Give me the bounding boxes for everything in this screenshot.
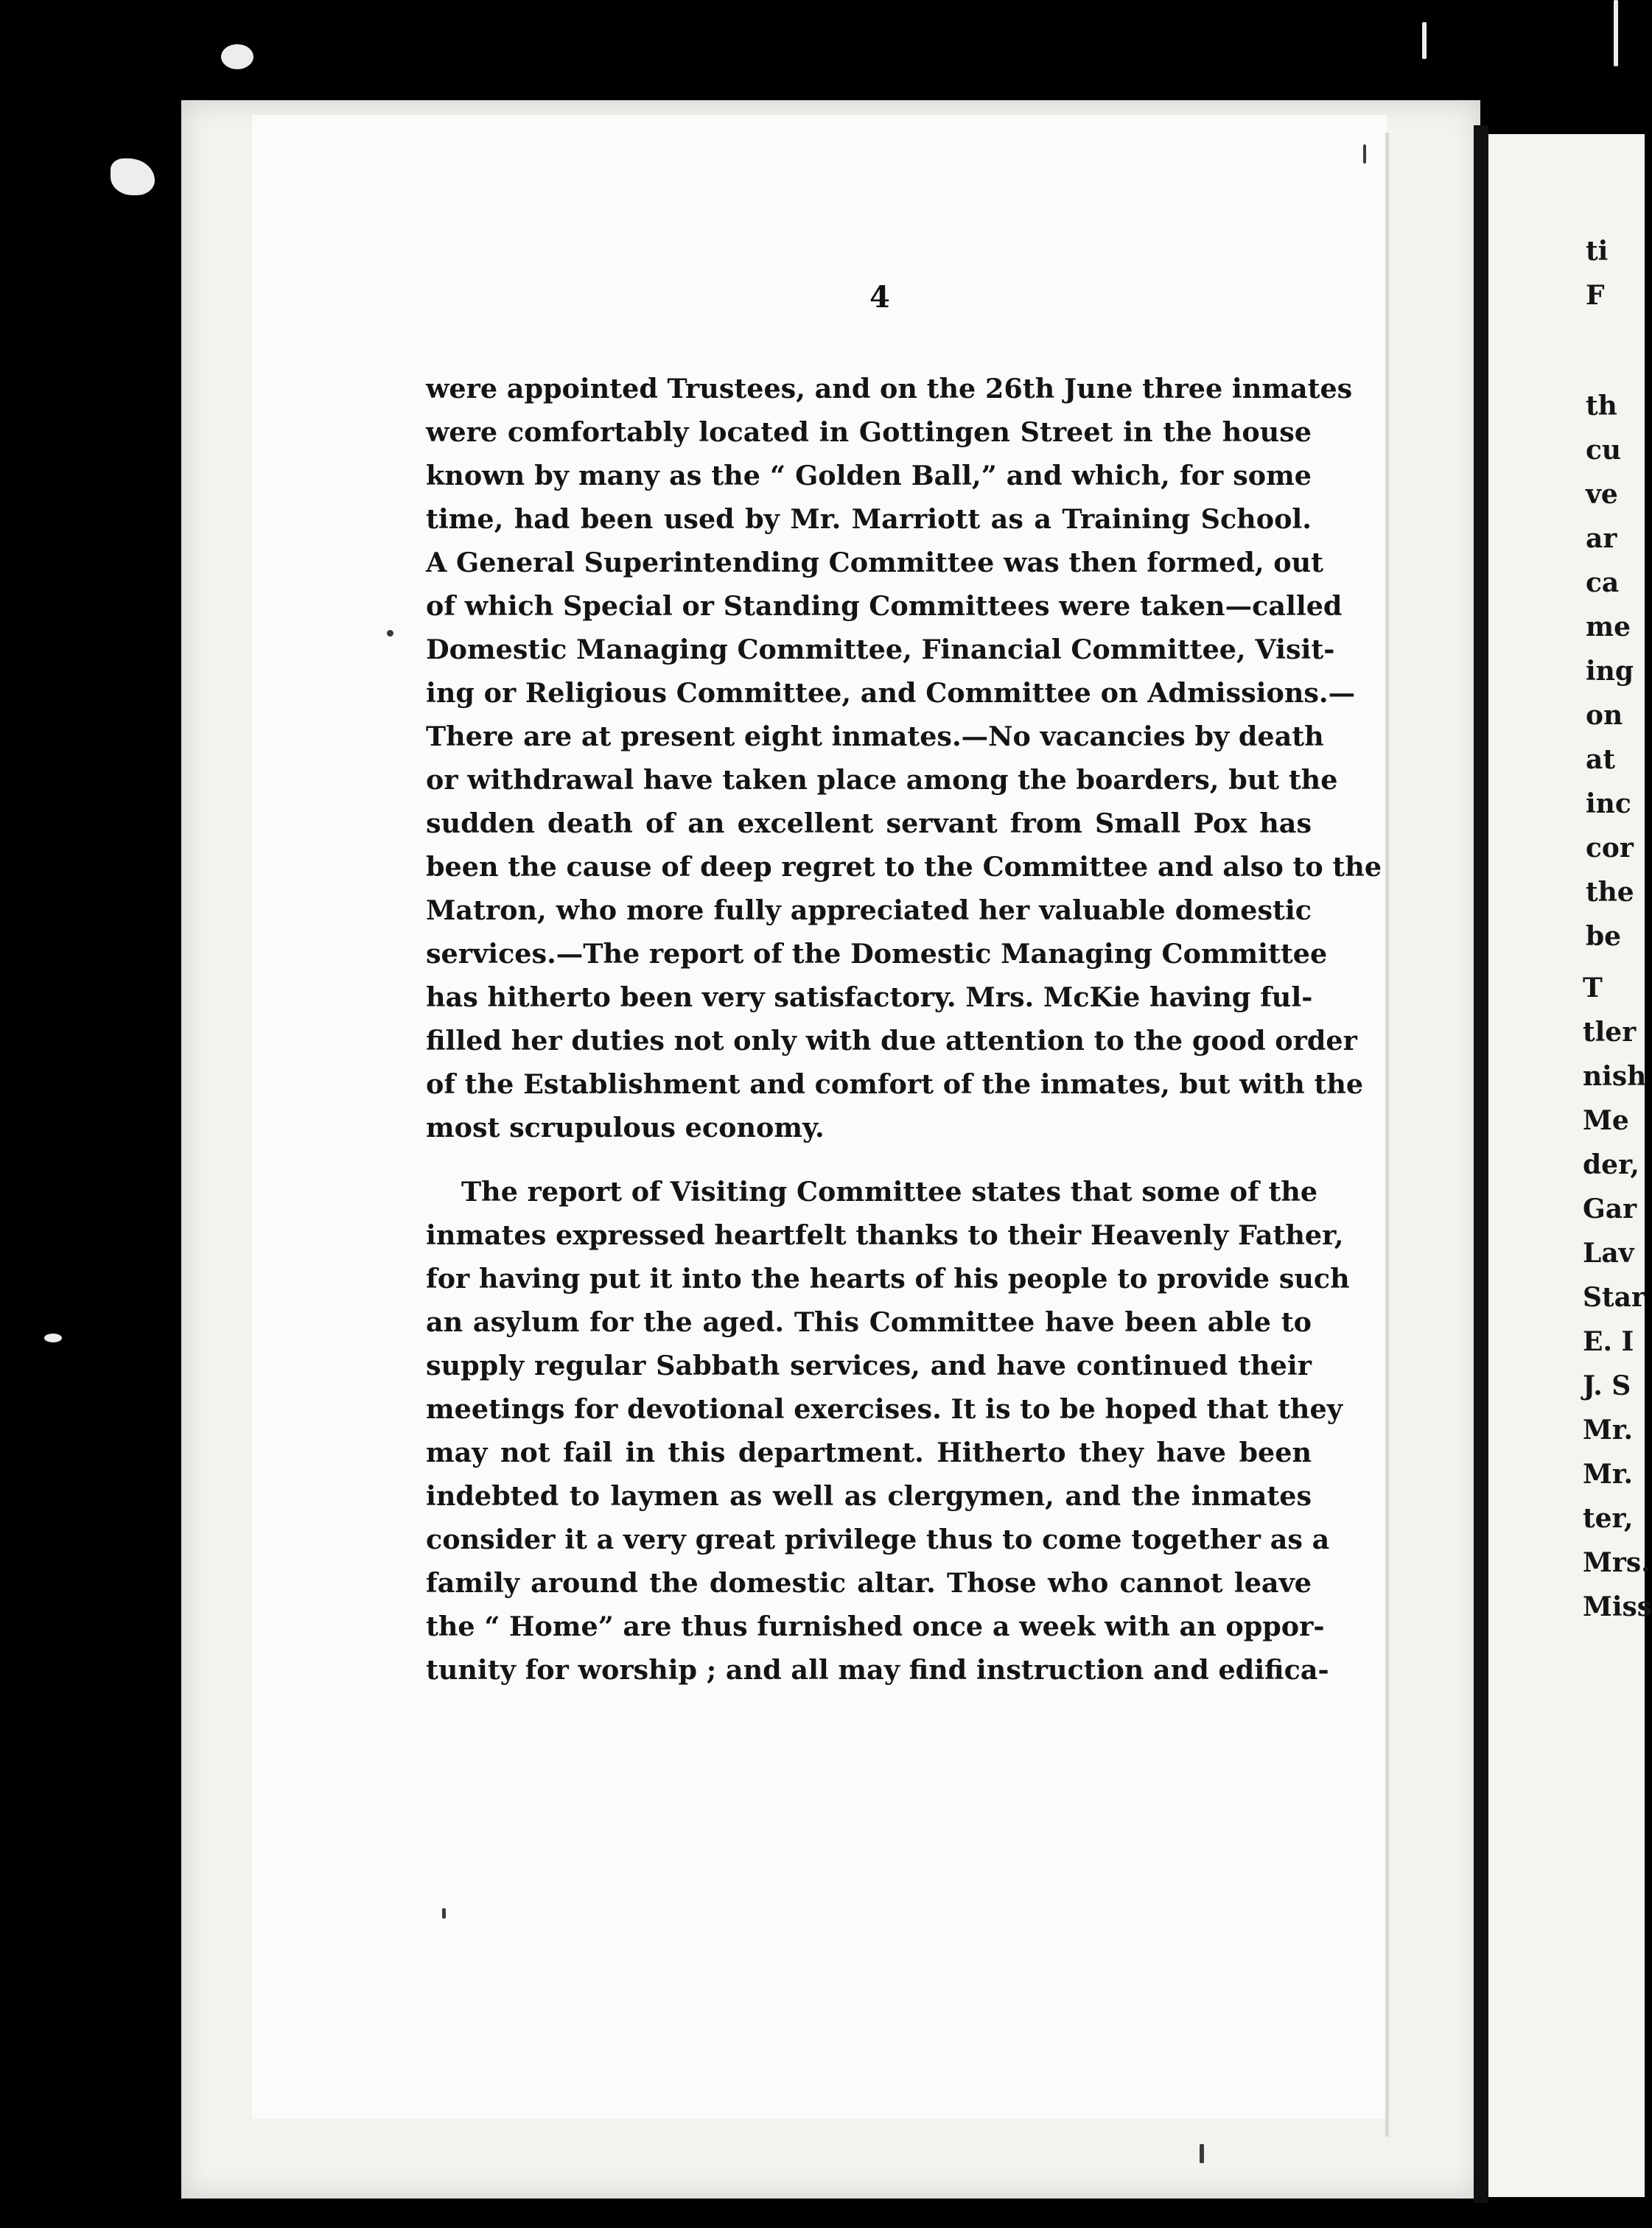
text-line: Matron, who more fully appreciated her valuable domestic xyxy=(426,894,1312,926)
text-line: most scrupulous economy. xyxy=(426,1112,825,1143)
adjacent-page-fragment: nish xyxy=(1583,1061,1647,1092)
adjacent-page-fragment: tler xyxy=(1583,1017,1637,1048)
text-line: the “ Home” are thus furnished once a week with an oppor- xyxy=(426,1611,1325,1642)
adjacent-page-fragment: be xyxy=(1586,921,1622,952)
adjacent-page-fragment: Star xyxy=(1583,1282,1645,1313)
text-line: There are at present eight inmates.—No vacancies by death xyxy=(426,721,1324,752)
text-line: an asylum for the aged. This Committee have been able to xyxy=(426,1306,1312,1338)
ink-dot xyxy=(387,630,393,637)
paragraph xyxy=(426,1170,1350,1692)
text-line: time, had been used by Mr. Marriott as a Training School. xyxy=(426,503,1312,535)
ink-dot xyxy=(1200,2144,1204,2163)
dust-speck xyxy=(44,1334,62,1342)
text-line: indebted to laymen as well as clergymen, and the inmates xyxy=(426,1480,1312,1512)
text-line: A General Superintending Committee was then formed, out xyxy=(426,547,1324,578)
text-line: services.—The report of the Domestic Managing Committee xyxy=(426,938,1328,970)
adjacent-page-fragment: T xyxy=(1583,973,1603,1003)
adjacent-page-fragment: on xyxy=(1586,700,1623,731)
text-line: supply regular Sabbath services, and have continued their xyxy=(426,1350,1312,1381)
adjacent-page-fragment: th xyxy=(1586,390,1617,421)
paragraph xyxy=(426,367,1382,1149)
adjacent-page-fragment: Me xyxy=(1583,1105,1629,1136)
text-line: of the Establishment and comfort of the inmates, but with the xyxy=(426,1068,1364,1100)
adjacent-page-fragment: the xyxy=(1586,877,1634,908)
text-line: The report of Visiting Committee states that some of the xyxy=(461,1176,1318,1208)
adjacent-page-fragment: ing xyxy=(1586,656,1634,687)
adjacent-page-fragment: ter, xyxy=(1583,1503,1634,1534)
document-body xyxy=(426,367,1382,1692)
text-line: inmates expressed heartfelt thanks to their Heavenly Father, xyxy=(426,1219,1344,1251)
text-line: were comfortably located in Gottingen Street in the house xyxy=(426,416,1312,448)
adjacent-page-fragment: Miss xyxy=(1583,1591,1652,1622)
adjacent-page-fragment: E. I xyxy=(1583,1326,1634,1357)
ink-dot xyxy=(1363,144,1366,164)
text-line: known by many as the “ Golden Ball,” and which, for some xyxy=(426,460,1312,491)
adjacent-page-fragment: Lav xyxy=(1583,1238,1634,1269)
text-line: has hitherto been very satisfactory. Mrs. McKie having ful- xyxy=(426,981,1313,1013)
text-line: may not fail in this department. Hitherto they have been xyxy=(426,1437,1312,1468)
ink-dot xyxy=(442,1908,446,1919)
text-line: Domestic Managing Committee, Financial Committee, Visit- xyxy=(426,634,1335,665)
adjacent-page-fragment: ve xyxy=(1586,479,1618,510)
adjacent-page-fragment: cu xyxy=(1586,435,1622,466)
adjacent-page-fragment: Mr. xyxy=(1583,1459,1634,1490)
dust-speck xyxy=(221,44,253,69)
page-edge xyxy=(1385,133,1389,2137)
text-line: for having put it into the hearts of his people to provide such xyxy=(426,1263,1350,1295)
text-line: or withdrawal have taken place among the boarders, but the xyxy=(426,764,1338,796)
adjacent-page-fragment: cor xyxy=(1586,833,1634,863)
text-line: filled her duties not only with due attention to the good order xyxy=(426,1025,1357,1057)
adjacent-page-fragment: J. S xyxy=(1583,1370,1631,1401)
adjacent-page-fragment: me xyxy=(1586,612,1631,642)
adjacent-page-fragment: inc xyxy=(1586,788,1631,819)
adjacent-page xyxy=(1488,134,1652,2197)
adjacent-page-fragment: ti xyxy=(1586,236,1609,267)
adjacent-page-fragment: der, xyxy=(1583,1149,1639,1180)
text-line: meetings for devotional exercises. It is to be hoped that they xyxy=(426,1393,1343,1425)
gutter-shadow xyxy=(1474,125,1488,2203)
dust-speck xyxy=(1422,22,1427,59)
dust-speck xyxy=(1614,0,1618,66)
text-line: tunity for worship ; and all may find instruction and edifica- xyxy=(426,1654,1329,1686)
text-line: been the cause of deep regret to the Committee and also to the xyxy=(426,851,1382,883)
text-line: consider it a very great privilege thus to come together as a xyxy=(426,1524,1330,1555)
text-line: were appointed Trustees, and on the 26th June three inmates xyxy=(426,373,1353,404)
adjacent-page-fragment: F xyxy=(1586,280,1605,311)
adjacent-page-fragment: at xyxy=(1586,744,1615,775)
text-line: family around the domestic altar. Those who cannot leave xyxy=(426,1567,1312,1599)
adjacent-page-fragment: Mr. xyxy=(1583,1415,1634,1446)
page-number: 4 xyxy=(869,280,890,315)
adjacent-page-fragment: ar xyxy=(1586,523,1617,554)
paragraph-gap xyxy=(426,1149,1312,1170)
dust-speck xyxy=(111,158,155,195)
text-line: of which Special or Standing Committees were taken—called xyxy=(426,590,1343,622)
text-line: ing or Religious Committee, and Committee on Admissions.— xyxy=(426,677,1356,709)
adjacent-page-fragment: Mrs. xyxy=(1583,1547,1651,1578)
adjacent-page-fragment: ca xyxy=(1586,567,1620,598)
text-line: sudden death of an excellent servant from Small Pox has xyxy=(426,808,1312,839)
adjacent-page-fragment: Gar xyxy=(1583,1194,1637,1225)
